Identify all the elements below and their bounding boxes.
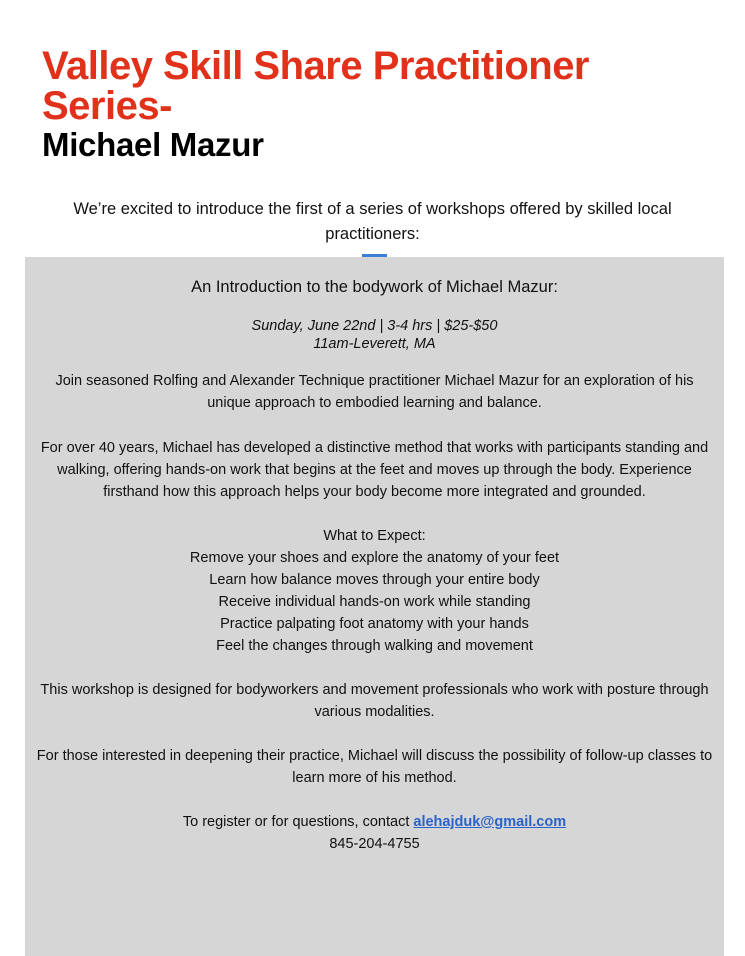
intro-text: We’re excited to introduce the first of a series of workshops offered by skilled local practitioners: [73,200,672,243]
event-panel [25,257,724,956]
what-to-expect-heading: What to Expect: [323,528,426,544]
event-location-line: 11am-Leverett, MA [313,336,436,352]
what-to-expect-list [33,547,716,657]
list-item: Feel the changes through walking and movement [216,638,533,654]
event-date-line: Sunday, June 22nd | 3-4 hrs | $25-$50 [251,318,498,334]
event-details [25,317,724,353]
event-heading: An Introduction to the bodywork of Michael Mazur: [191,278,558,296]
follow-up-text: For those interested in deepening their practice, Michael will discuss the possibility of follow-up classes to learn more of his method. [36,748,713,786]
list-item: Learn how balance moves through your entire body [209,572,540,588]
event-description-1: Join seasoned Rolfing and Alexander Technique practitioner Michael Mazur for an exploration of his unique approach to embodied learning and balance. [55,373,694,411]
what-to-expect-section [33,525,716,657]
page-subtitle: Michael Mazur [42,126,264,163]
title-line-2: Series- [42,84,172,128]
contact-email-link[interactable]: alehajduk@gmail.com [413,814,567,830]
event-description-2: For over 40 years, Michael has developed a distinctive method that works with participants standing and walking, offering hands-on work that begins at the feet and moves up through the body. Experience firsthand how this approach helps your body become more integrated and grounded. [40,440,709,500]
contact-line [33,811,716,833]
contact-phone: 845-204-4755 [329,836,420,852]
list-item: Remove your shoes and explore the anatomy of your feet [189,550,560,566]
list-item: Practice palpating foot anatomy with your hands [220,616,529,632]
audience-text: This workshop is designed for bodyworkers and movement professionals who work with posture through various modalities. [40,682,709,720]
list-item: Receive individual hands-on work while standing [218,594,531,610]
title-line-1: Valley Skill Share Practitioner [42,44,589,88]
contact-section [33,811,716,855]
page-title [42,46,589,126]
contact-prefix: To register or for questions, contact [182,814,414,830]
